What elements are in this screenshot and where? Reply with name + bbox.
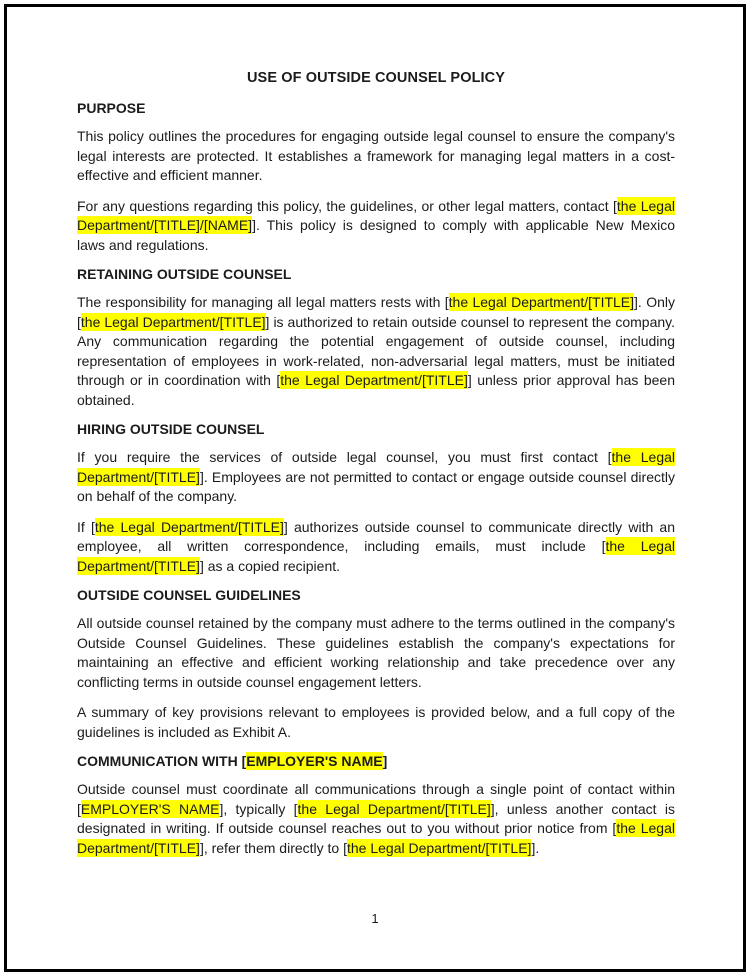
text-segment: COMMUNICATION WITH [ [77,753,247,769]
text-segment: ] unless prior approval has been obtained. [77,372,675,408]
text-segment: ] is authorized to retain outside counsel to represent the company. Any communication regarding the potential engagement of outside counsel, including representation of employees in work-related, non-adversarial legal matters, must be initiated through or in coordination with [ [77,313,675,388]
document-title: USE OF OUTSIDE COUNSEL POLICY [246,70,506,86]
document-content [77,70,675,869]
text-segment: A summary of key provisions relevant to employees is provided below, and a full copy of the guidelines is included as Exhibit A. [77,704,675,740]
paragraph [77,518,675,577]
paragraph [77,448,675,507]
text-segment: RETAINING OUTSIDE COUNSEL [77,266,292,282]
section-heading [77,266,675,282]
text-segment: ], refer them directly to [ [199,839,347,856]
paragraph [77,293,675,410]
highlighted-placeholder: EMPLOYER'S NAME [246,753,383,769]
paragraph [77,127,675,186]
highlighted-placeholder: the Legal Department/[TITLE] [77,820,675,856]
highlighted-placeholder: the Legal Department/[TITLE] [94,518,284,535]
text-segment: ], unless another contact is designated in writing. If outside counsel reaches out to you without prior notice from [ [77,800,675,836]
paragraph [77,614,675,692]
section-heading [77,753,675,769]
paragraph [77,780,675,858]
text-segment: ]. Employees are not permitted to contact or engage outside counsel directly on behalf of the company. [77,468,675,504]
highlighted-placeholder: the Legal Department/[TITLE] [297,800,491,817]
highlighted-placeholder: the Legal Department/[TITLE] [280,372,468,388]
section-heading [77,100,675,116]
text-segment: ] as a copied recipient. [199,557,341,574]
section-heading [77,587,675,603]
text-segment: All outside counsel retained by the company must adhere to the terms outlined in the company's Outside Counsel Guidelines. These guidelines establish the company's expectations for maintaining an effective and efficient working relationship and take precedence over any conflicting terms in outside counsel engagement letters. [77,615,675,690]
document-sections [77,100,675,858]
paragraph [77,703,675,742]
text-segment: For any questions regarding this policy, the guidelines, or other legal matters, contact [ [77,197,617,214]
text-segment: The responsibility for managing all legal matters rests with [ [77,294,449,310]
text-segment: This policy outlines the procedures for engaging outside legal counsel to ensure the company's legal interests are protected. It establishes a framework for managing legal matters in a cost-effective and efficient manner. [77,128,675,183]
text-segment: ]. This policy is designed to comply with applicable New Mexico laws and regulations. [77,217,675,253]
text-segment: ], typically [ [219,800,298,817]
text-segment: ] [382,753,388,769]
text-segment: PURPOSE [77,100,146,116]
text-segment: If you require the services of outside legal counsel, you must first contact [ [77,449,612,465]
text-segment: Outside counsel must coordinate all communications through a single point of contact within [ [77,781,675,817]
paragraph [77,197,675,256]
text-segment: ] authorizes outside counsel to communicate directly with an employee, all written correspondence, including emails, must include [ [77,518,675,554]
text-segment: ]. [531,839,540,856]
highlighted-placeholder: the Legal Department/[TITLE] [347,839,532,856]
highlighted-placeholder: the Legal Department/[TITLE] [80,313,266,330]
text-segment: OUTSIDE COUNSEL GUIDELINES [77,587,301,603]
text-segment: If [ [77,518,95,535]
highlighted-placeholder: the Legal Department/[TITLE] [77,538,675,574]
text-segment: ]. Only [ [77,294,675,330]
highlighted-placeholder: the Legal Department/[TITLE]/[NAME] [77,197,675,233]
highlighted-placeholder: the Legal Department/[TITLE] [448,294,635,310]
highlighted-placeholder: EMPLOYER'S NAME [80,800,220,817]
text-segment: HIRING OUTSIDE COUNSEL [77,421,265,437]
page-number: 1 [371,911,379,926]
section-heading [77,421,675,437]
highlighted-placeholder: the Legal Department/[TITLE] [77,449,675,485]
